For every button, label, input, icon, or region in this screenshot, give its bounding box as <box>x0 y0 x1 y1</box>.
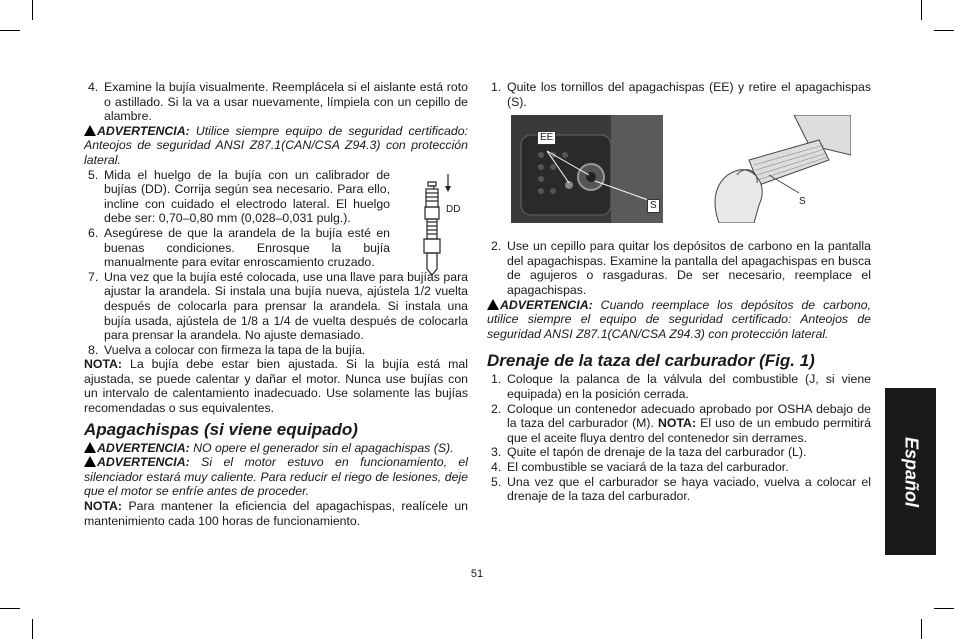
list-item: 1. Coloque la palanca de la válvula del combustible (J, si viene equipada) en la posición cerrada. <box>491 372 871 401</box>
page-number: 51 <box>470 568 484 580</box>
list-item: 6. Asegúrese de que la arandela de la bujía esté en buenas condiciones. Enrosque la bujía manualmente para evitar enroscamiento cruzado. <box>88 225 390 270</box>
figure-label-s: S <box>647 199 660 213</box>
spark-plug-figure <box>408 170 468 340</box>
list-item: 4. Examine la bujía visualmente. Reemplácela si el aislante está roto o astillado. Si la va a usar nuevamente, límpiela con un cepillo de alambre. <box>88 80 468 124</box>
right-column <box>487 80 871 504</box>
crop-mark <box>921 619 922 639</box>
crop-mark <box>934 608 954 609</box>
figure-label-s: S <box>799 196 806 208</box>
crop-mark <box>32 619 33 639</box>
warning: ADVERTENCIA: Si el motor estuvo en funcionamiento, el silenciador estará muy caliente. Para reducir el riego de lesiones, deje que el motor se enfríe antes de proceder. <box>84 455 468 499</box>
list-item: 5. Una vez que el carburador se haya vaciado, vuelva a colocar el drenaje de la taza del carburador. <box>491 474 871 504</box>
note: NOTA: Para mantener la eficiencia del apagachispas, realícele un mantenimiento cada 100 horas de funcionamiento. <box>84 499 468 528</box>
warning-icon <box>84 125 96 136</box>
muffler-photo <box>511 115 663 223</box>
list-item: 3. Quite el tapón de drenaje de la taza del carburador (L). <box>491 445 807 460</box>
warning-icon <box>487 299 499 310</box>
screen-photo <box>699 115 851 223</box>
crop-mark <box>0 608 20 609</box>
crop-mark <box>32 0 33 20</box>
warning-icon <box>84 456 96 467</box>
note: NOTA: La bujía debe estar bien ajustada. Si la bujía está mal ajustada, se puede calentar y dañar el motor. Nunca use bujías con un intervalo de calentamiento inadecuado. Use solamente las bujías recomendadas o sus equivalentes. <box>84 357 468 416</box>
section-heading: Apagachispas (si viene equipado) <box>84 419 358 439</box>
screen-brush-image <box>699 115 851 223</box>
muffler-image <box>511 115 663 223</box>
warning: ADVERTENCIA: Utilice siempre equipo de seguridad certificado: Anteojos de seguridad ANSI Z87.1(CAN/CSA Z94.3) con protección lateral. <box>84 123 468 167</box>
figure-label-ee: EE <box>537 131 556 145</box>
list-item: 4. El combustible se vaciará de la taza del carburador. <box>491 459 789 474</box>
list-item: 8. Vuelva a colocar con firmeza la tapa de la bujía. <box>88 342 366 357</box>
crop-mark <box>934 30 954 31</box>
crop-mark <box>921 0 922 20</box>
list-item: 5. Mida el huelgo de la bujía con un calibrador de bujías (DD). Corrija según sea necesario. Para ello, incline con cuidado el electrodo lateral. El huelgo debe ser: 0,70–0,80 mm (0,028–0,031 pulg.). <box>88 167 390 226</box>
language-tab: Español <box>885 388 936 555</box>
list-item: 1. Quite los tornillos del apagachispas (EE) y retire el apagachispas (S). <box>491 80 871 109</box>
figure-label-dd: DD <box>446 204 461 215</box>
section-heading: Drenaje de la taza del carburador (Fig. 1) <box>487 351 815 371</box>
crop-mark <box>0 30 20 31</box>
warning: ADVERTENCIA: NO opere el generador sin el apagachispas (S). <box>84 441 468 456</box>
spark-plug-icon <box>408 170 468 280</box>
list-item: 2. Use un cepillo para quitar los depósitos de carbono en la pantalla del apagachispas. Examine la pantalla del apagachispas en busca de agujeros o rasgaduras. De ser necesario, reemplace el apagachispas. <box>491 239 871 297</box>
list-item: 2. Coloque un contenedor adecuado aprobado por OSHA debajo de la taza del carburador (M). NOTA: El uso de un embudo permitirá que el aceite fluya dentro del contenedor sin derrames. <box>491 401 871 445</box>
list-item: 7. Una vez que la bujía esté colocada, use una llave para bujías para ajustar la arandela. Si instala una bujía nueva, ajústela 1/2 vuelta después de colocarla para prensar la arandela. Si instala una bujía usada, ajústela de 1/8 a 1/4 de vuelta después de colocarla para prensar la arandela. No ajuste demasiado. <box>88 269 468 343</box>
warning-icon <box>84 442 96 453</box>
warning: ADVERTENCIA: Cuando reemplace los depósitos de carbono, utilice siempre el equipo de seguridad certificado: Anteojos de seguridad ANSI Z87.1(CAN/CSA Z94.3) con protección lateral. <box>487 297 871 341</box>
spark-arrestor-figures <box>487 115 871 233</box>
